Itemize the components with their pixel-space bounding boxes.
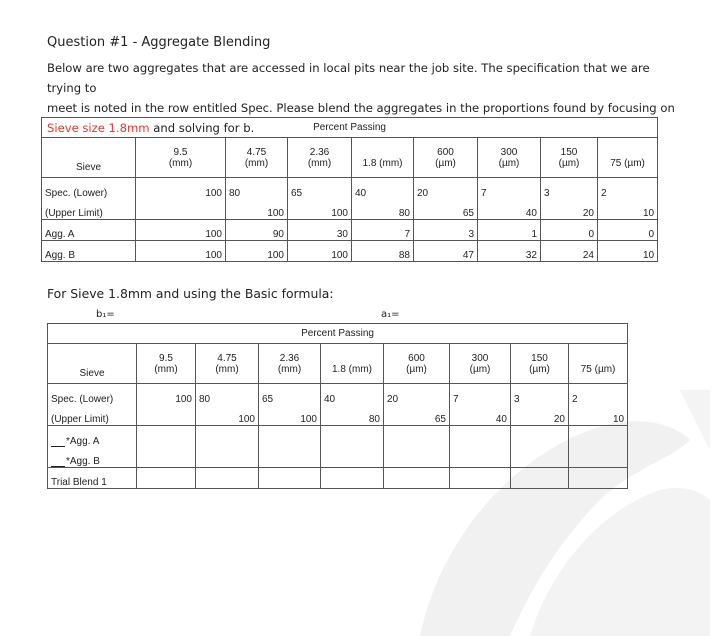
table-cell: 40 <box>478 199 541 220</box>
table-cell: 10 <box>598 241 658 262</box>
table-cell: 3 <box>511 384 569 405</box>
sieve-header-300: 300 (µm) <box>478 138 541 178</box>
table-cell <box>450 468 511 489</box>
table-cell: 2 <box>569 384 628 405</box>
table-cell: 7 <box>450 384 511 405</box>
table-cell <box>384 426 450 447</box>
table-cell: 47 <box>414 241 478 262</box>
sieve-header-600: 600 (µm) <box>384 344 450 384</box>
table-cell <box>196 468 259 489</box>
table-cell <box>321 447 384 468</box>
table-cell <box>196 447 259 468</box>
table-cell: 30 <box>288 220 352 241</box>
table-cell: 65 <box>259 384 321 405</box>
proportion-blank[interactable] <box>51 446 65 447</box>
table-cell: 20 <box>511 405 569 426</box>
table-cell: 100 <box>136 220 226 241</box>
row-label: *Agg. B <box>48 447 137 468</box>
sieve-header-2-36: 2.36 (mm) <box>259 344 321 384</box>
spec-upper-row <box>48 405 628 426</box>
row-label: Agg. B <box>42 241 136 262</box>
aggregate-table <box>41 117 658 262</box>
sieve-size-highlight: Sieve size 1.8mm <box>47 121 150 135</box>
sieve-header-4-75: 4.75 (mm) <box>196 344 259 384</box>
sieve-header-2-36: 2.36 (mm) <box>288 138 352 178</box>
table-cell: 0 <box>598 220 658 241</box>
table-cell: 100 <box>136 178 226 199</box>
trial-blend-row <box>48 468 628 489</box>
table-cell: 65 <box>384 405 450 426</box>
table-cell <box>137 426 196 447</box>
table-cell: 100 <box>196 405 259 426</box>
table-cell: 88 <box>352 241 414 262</box>
table-cell <box>321 426 384 447</box>
table-cell <box>511 426 569 447</box>
table-cell: 80 <box>226 178 288 199</box>
percent-passing-header: Percent Passing <box>48 324 628 344</box>
table-cell: 100 <box>288 241 352 262</box>
table-cell <box>137 468 196 489</box>
spec-upper-row <box>42 199 658 220</box>
table-cell <box>450 447 511 468</box>
table-cell: 3 <box>541 178 598 199</box>
table-cell <box>384 468 450 489</box>
table-cell: 20 <box>384 384 450 405</box>
row-label: (Upper Limit) <box>42 199 136 220</box>
table-cell: 20 <box>414 178 478 199</box>
table-cell <box>137 447 196 468</box>
sieve-header-9-5: 9.5 (mm) <box>137 344 196 384</box>
table-cell <box>450 426 511 447</box>
table-cell: 0 <box>541 220 598 241</box>
instructions-line-1: Below are two aggregates that are accessed in local pits near the job site. The specification that we are trying to <box>47 61 650 95</box>
table-cell: 20 <box>541 199 598 220</box>
table-cell: 100 <box>137 384 196 405</box>
sieve-header-9-5: 9.5 (mm) <box>136 138 226 178</box>
table-cell: 90 <box>226 220 288 241</box>
sieve-header-150: 150 (µm) <box>541 138 598 178</box>
table-cell: 2 <box>598 178 658 199</box>
table-cell: 10 <box>598 199 658 220</box>
sieve-header-row <box>42 138 658 178</box>
table-cell: 80 <box>321 405 384 426</box>
agg-b-row <box>42 241 658 262</box>
a1-label: a₁= <box>381 309 400 320</box>
instructions-line-2: meet is noted in the row entitled Spec. Please blend the aggregates in the proportions found by focusing on <box>47 101 675 115</box>
table-cell <box>511 447 569 468</box>
proportion-blank[interactable] <box>51 466 65 467</box>
table-cell <box>569 468 628 489</box>
table-cell <box>137 405 196 426</box>
table-cell: 100 <box>136 241 226 262</box>
sieve-label: Sieve <box>42 138 136 178</box>
table-cell: 40 <box>321 384 384 405</box>
sieve-header-row <box>48 344 628 384</box>
sieve-header-75: 75 (µm) <box>569 344 628 384</box>
table-cell: 24 <box>541 241 598 262</box>
row-label: Trial Blend 1 <box>48 468 137 489</box>
table-cell: 10 <box>569 405 628 426</box>
question-title: Question #1 - Aggregate Blending <box>47 35 271 50</box>
table-cell <box>259 426 321 447</box>
row-label: Spec. (Lower) <box>48 384 137 405</box>
table-cell <box>259 447 321 468</box>
table-cell <box>321 468 384 489</box>
table-cell: 32 <box>478 241 541 262</box>
table-cell <box>569 426 628 447</box>
table-cell: 100 <box>226 199 288 220</box>
table-cell: 7 <box>478 178 541 199</box>
table-cell: 7 <box>352 220 414 241</box>
instructions-line-3-rest: and solving for b. <box>149 121 255 135</box>
table-cell <box>136 199 226 220</box>
table-cell: 80 <box>352 199 414 220</box>
table-cell: 80 <box>196 384 259 405</box>
row-label: Agg. A <box>42 220 136 241</box>
agg-a-row <box>42 220 658 241</box>
percent-passing-header: Percent Passing <box>42 118 658 138</box>
table-cell: 40 <box>352 178 414 199</box>
table-cell <box>259 468 321 489</box>
table-cell <box>196 426 259 447</box>
sieve-header-1-8: 1.8 (mm) <box>352 138 414 178</box>
sieve-header-1-8: 1.8 (mm) <box>321 344 384 384</box>
trial-blend-table <box>47 323 628 489</box>
sieve-header-600: 600 (µm) <box>414 138 478 178</box>
table-cell: 3 <box>414 220 478 241</box>
sieve-label: Sieve <box>48 344 137 384</box>
agg-b-row <box>48 447 628 468</box>
sieve-header-300: 300 (µm) <box>450 344 511 384</box>
agg-a-row <box>48 426 628 447</box>
b1-label: b₁= <box>96 309 115 320</box>
row-label: (Upper Limit) <box>48 405 137 426</box>
table-cell <box>569 447 628 468</box>
row-label: *Agg. A <box>48 426 137 447</box>
sieve-header-150: 150 (µm) <box>511 344 569 384</box>
table-cell: 65 <box>288 178 352 199</box>
sieve-header-75: 75 (µm) <box>598 138 658 178</box>
row-label: Spec. (Lower) <box>42 178 136 199</box>
spec-lower-row <box>48 384 628 405</box>
table-cell <box>511 468 569 489</box>
table-cell: 1 <box>478 220 541 241</box>
table-cell: 100 <box>259 405 321 426</box>
table-cell: 100 <box>288 199 352 220</box>
spec-lower-row <box>42 178 658 199</box>
formula-instruction: For Sieve 1.8mm and using the Basic formula: <box>47 286 334 301</box>
table-cell: 100 <box>226 241 288 262</box>
sieve-header-4-75: 4.75 (mm) <box>226 138 288 178</box>
table-cell: 40 <box>450 405 511 426</box>
table-cell: 65 <box>414 199 478 220</box>
table-cell <box>384 447 450 468</box>
